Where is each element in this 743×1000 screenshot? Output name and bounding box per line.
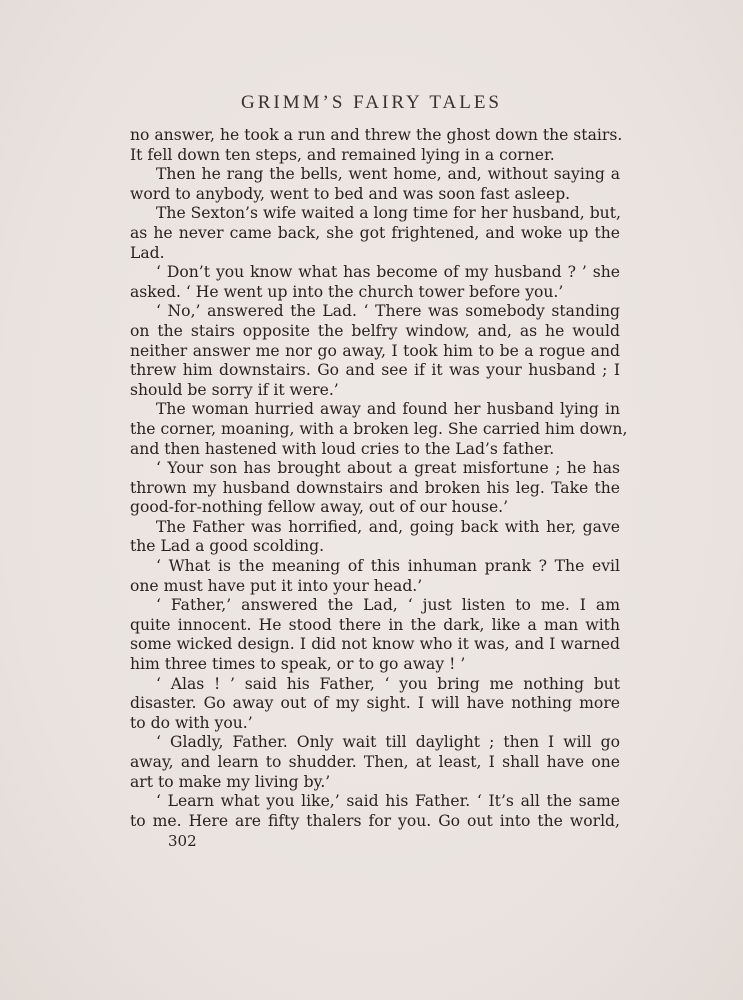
text-line: ‘ What is the meaning of this inhuman prank ? The evil — [156, 557, 620, 576]
text-line: good-for-nothing fellow away, out of our house.’ — [130, 498, 509, 517]
text-line: Lad. — [130, 243, 165, 262]
text-line: to do with you.’ — [130, 713, 253, 732]
text-line: the corner, moaning, with a broken leg. She carried him down, — [130, 419, 628, 438]
text-line: ‘ Alas ! ’ said his Father, ‘ you bring me nothing but — [156, 674, 620, 693]
text-line: word to anybody, went to bed and was soon fast asleep. — [130, 184, 571, 203]
text-line: ‘ Don’t you know what has become of my husband ? ’ she — [156, 263, 620, 282]
text-line: no answer, he took a run and threw the ghost down the stairs. — [130, 126, 623, 144]
text-line: him three times to speak, or to go away ! ’ — [130, 655, 466, 674]
text-line: ‘ Your son has brought about a great misfortune ; he has — [156, 459, 620, 478]
body-text — [130, 126, 628, 831]
text-line: art to make my living by.’ — [130, 772, 331, 791]
text-line: disaster. Go away out of my sight. I will have nothing more — [130, 694, 620, 713]
page-number: 302 — [168, 832, 197, 850]
text-line: threw him downstairs. Go and see if it was your husband ; I — [130, 361, 620, 380]
text-line: The Father was horrified, and, going back with her, gave — [156, 517, 620, 536]
text-line: should be sorry if it were.’ — [130, 380, 339, 399]
text-line: the Lad a good scolding. — [130, 537, 325, 556]
text-line: on the stairs opposite the belfry window, and, as he would — [130, 321, 620, 340]
text-line: away, and learn to shudder. Then, at least, I shall have one — [130, 753, 620, 771]
text-line: ‘ No,’ answered the Lad. ‘ There was somebody standing — [156, 302, 620, 321]
text-line: asked. ‘ He went up into the church tower before you.’ — [130, 282, 564, 301]
text-line: It fell down ten steps, and remained lying in a corner. — [130, 145, 555, 164]
text-line: thrown my husband downstairs and broken his leg. Take the — [130, 478, 620, 497]
text-line: ‘ Father,’ answered the Lad, ‘ just listen to me. I am — [156, 596, 620, 615]
text-line: one must have put it into your head.’ — [130, 576, 423, 595]
text-line: Then he rang the bells, went home, and, without saying a — [156, 165, 620, 184]
text-line: neither answer me nor go away, I took him to be a rogue and — [130, 341, 620, 360]
running-head: GRIMM’S FAIRY TALES — [241, 92, 502, 113]
text-line: quite innocent. He stood there in the dark, like a man with — [130, 615, 620, 634]
text-line: ‘ Learn what you like,’ said his Father. ‘ It’s all the same — [156, 792, 620, 811]
text-line: as he never came back, she got frightened, and woke up the — [130, 223, 620, 242]
text-line: The woman hurried away and found her husband lying in — [156, 400, 620, 419]
text-line: and then hastened with loud cries to the Lad’s father. — [130, 439, 555, 458]
text-line: some wicked design. I did not know who it was, and I warned — [130, 635, 620, 654]
text-line: ‘ Gladly, Father. Only wait till daylight ; then I will go — [156, 733, 620, 752]
text-line: to me. Here are fifty thalers for you. Go out into the world, — [130, 811, 620, 830]
text-line: The Sexton’s wife waited a long time for her husband, but, — [156, 204, 621, 223]
